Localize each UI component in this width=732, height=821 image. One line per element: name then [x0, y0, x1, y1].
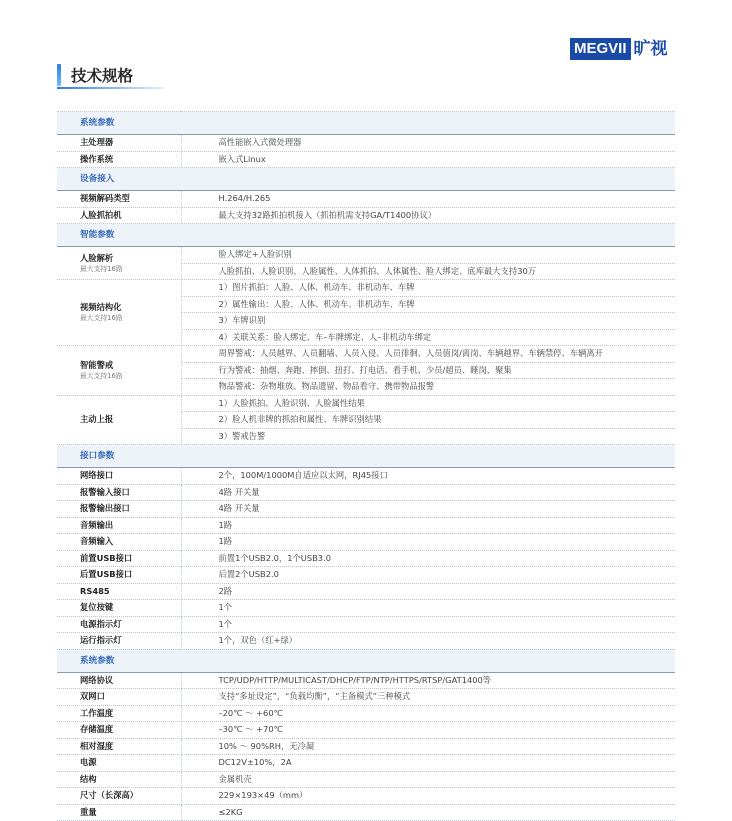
- spec-row: [57, 583, 675, 600]
- spec-row: [57, 207, 675, 224]
- spec-row: [57, 672, 675, 689]
- spec-row: [57, 689, 675, 706]
- spec-label: 相对湿度: [57, 738, 181, 755]
- logo-cn: 旷视: [633, 39, 668, 59]
- spec-label-text: 智能警戒: [80, 359, 114, 370]
- spec-value: 1）人脸抓拍、人脸识别、人脸属性结果: [181, 395, 675, 412]
- spec-value: –30℃ ～ +70℃: [181, 722, 675, 739]
- spec-value: 周界警戒：人员越界、人员翻墙、人员入侵、人员徘徊、人员值岗/离岗、车辆越界、车辆禁停、车辆离开: [181, 346, 675, 363]
- spec-label: [57, 346, 181, 396]
- spec-label: 网络协议: [57, 672, 181, 689]
- spec-label: 报警输入接口: [57, 484, 181, 501]
- spec-label-text: 人脸解析: [80, 252, 114, 263]
- spec-label: 电源: [57, 755, 181, 772]
- section-title: 设备接入: [57, 168, 675, 191]
- spec-label-text: 视频结构化: [80, 302, 122, 312]
- spec-row: [57, 722, 675, 739]
- spec-value: 物品警戒：杂物堆放、物品遗留、物品看守、携带物品报警: [181, 379, 675, 396]
- spec-label: 主处理器: [57, 135, 181, 152]
- spec-label-note: 最大支持16路: [80, 314, 123, 322]
- spec-label: 工作温度: [57, 705, 181, 722]
- spec-label: 前置USB接口: [57, 550, 181, 567]
- spec-value: 2路: [181, 583, 675, 600]
- spec-label: 音频输出: [57, 517, 181, 534]
- spec-row: [57, 395, 675, 412]
- spec-value: 1）图片抓拍：人脸、人体、机动车、非机动车、车牌: [181, 280, 675, 297]
- section-header: [57, 112, 675, 135]
- spec-label: 人脸抓拍机: [57, 207, 181, 224]
- spec-label: 结构: [57, 771, 181, 788]
- spec-value: 10% ～ 90%RH，无冷凝: [181, 738, 675, 755]
- spec-value: 1个: [181, 616, 675, 633]
- spec-row: [57, 738, 675, 755]
- logo-text: MEGVII: [570, 38, 631, 60]
- spec-label: 音频输入: [57, 534, 181, 551]
- spec-label: 双网口: [57, 689, 181, 706]
- spec-table: [57, 111, 675, 821]
- spec-value: 1路: [181, 534, 675, 551]
- spec-value: 4路 开关量: [181, 484, 675, 501]
- title-underline: [57, 87, 165, 89]
- spec-value: 2个，100M/1000M自适应以太网，RJ45接口: [181, 468, 675, 485]
- spec-value: 前置1个USB2.0，1个USB3.0: [181, 550, 675, 567]
- spec-label-note: 最大支持16路: [80, 371, 123, 380]
- spec-row: [57, 151, 675, 168]
- spec-label: 运行指示灯: [57, 633, 181, 650]
- spec-row: [57, 633, 675, 650]
- spec-row: [57, 247, 675, 264]
- spec-row: [57, 705, 675, 722]
- spec-label: 网络接口: [57, 468, 181, 485]
- title-accent-bar: [57, 64, 61, 86]
- spec-row: [57, 771, 675, 788]
- section-title: 接口参数: [57, 445, 675, 468]
- spec-label: 重量: [57, 804, 181, 821]
- spec-label-note: 最大支持16路: [80, 264, 123, 273]
- section-title: 系统参数: [57, 112, 675, 135]
- page-title: 技术规格: [71, 67, 134, 85]
- spec-row: [57, 280, 675, 297]
- spec-row: [57, 755, 675, 772]
- spec-value: 229×193×49（mm）: [181, 788, 675, 805]
- spec-value: 行为警戒：抽烟、奔跑、摔倒、扭打、打电话、看手机、少员/超员、睡岗、聚集: [181, 362, 675, 379]
- spec-label: 主动上报: [57, 395, 181, 445]
- spec-row: [57, 616, 675, 633]
- spec-label: 电源指示灯: [57, 616, 181, 633]
- spec-value: 最大支持32路抓拍机接入（抓拍机需支持GA/T1400协议）: [181, 207, 675, 224]
- spec-row: [57, 191, 675, 208]
- spec-value: 支持“多址设定”，“负载均衡”，“主备模式”三种模式: [181, 689, 675, 706]
- spec-row: [57, 517, 675, 534]
- spec-row: [57, 804, 675, 821]
- spec-row: [57, 484, 675, 501]
- spec-value: 2）脸人机非牌的抓拍和属性、车牌识别结果: [181, 412, 675, 429]
- section-header: [57, 445, 675, 468]
- spec-value: 1个，双色（红+绿）: [181, 633, 675, 650]
- spec-row: [57, 788, 675, 805]
- section-header: [57, 649, 675, 672]
- spec-value: 4路 开关量: [181, 501, 675, 518]
- section-title: 智能参数: [57, 224, 675, 247]
- spec-row: [57, 135, 675, 152]
- spec-value: 高性能嵌入式微处理器: [181, 135, 675, 152]
- section-header: [57, 224, 675, 247]
- spec-value: 2）属性输出：人脸、人体、机动车、非机动车、车牌: [181, 296, 675, 313]
- page-title-block: [57, 62, 133, 88]
- spec-row: [57, 534, 675, 551]
- spec-value: ≤2KG: [181, 804, 675, 821]
- spec-label: [57, 247, 181, 280]
- spec-label: 存储温度: [57, 722, 181, 739]
- spec-value: 嵌入式Linux: [181, 151, 675, 168]
- spec-row: [57, 501, 675, 518]
- section-header: [57, 168, 675, 191]
- spec-label: 报警输出接口: [57, 501, 181, 518]
- spec-label: 后置USB接口: [57, 567, 181, 584]
- spec-value: DC12V±10%，2A: [181, 755, 675, 772]
- spec-value: 脸人绑定+人脸识别: [181, 247, 675, 264]
- spec-label: 操作系统: [57, 151, 181, 168]
- spec-row: [57, 468, 675, 485]
- section-title: 系统参数: [57, 649, 675, 672]
- spec-row: [57, 567, 675, 584]
- spec-value: 4）关联关系：脸人绑定、车–车牌绑定、人–非机动车绑定: [181, 329, 675, 346]
- spec-value: TCP/UDP/HTTP/MULTICAST/DHCP/FTP/NTP/HTTPS/RTSP/GAT1400等: [181, 672, 675, 689]
- spec-value: 后置2个USB2.0: [181, 567, 675, 584]
- spec-value: 1路: [181, 517, 675, 534]
- spec-row: [57, 550, 675, 567]
- megvii-logo: [570, 38, 668, 60]
- spec-value: 3）车牌识别: [181, 313, 675, 330]
- spec-value: H.264/H.265: [181, 191, 675, 208]
- spec-label: [57, 280, 181, 346]
- spec-value: –20℃ ～ +60℃: [181, 705, 675, 722]
- spec-value: 3）警戒告警: [181, 428, 675, 445]
- spec-value: 金属机壳: [181, 771, 675, 788]
- spec-label: 尺寸（长深高）: [57, 788, 181, 805]
- spec-row: [57, 600, 675, 617]
- spec-value: 人脸抓拍、人脸识别、人脸属性、人体抓拍、人体属性、脸人绑定、底库最大支持30万: [181, 263, 675, 280]
- spec-label: 视频解码类型: [57, 191, 181, 208]
- spec-row: [57, 346, 675, 363]
- spec-value: 1个: [181, 600, 675, 617]
- spec-label: 复位按键: [57, 600, 181, 617]
- spec-label: RS485: [57, 583, 181, 600]
